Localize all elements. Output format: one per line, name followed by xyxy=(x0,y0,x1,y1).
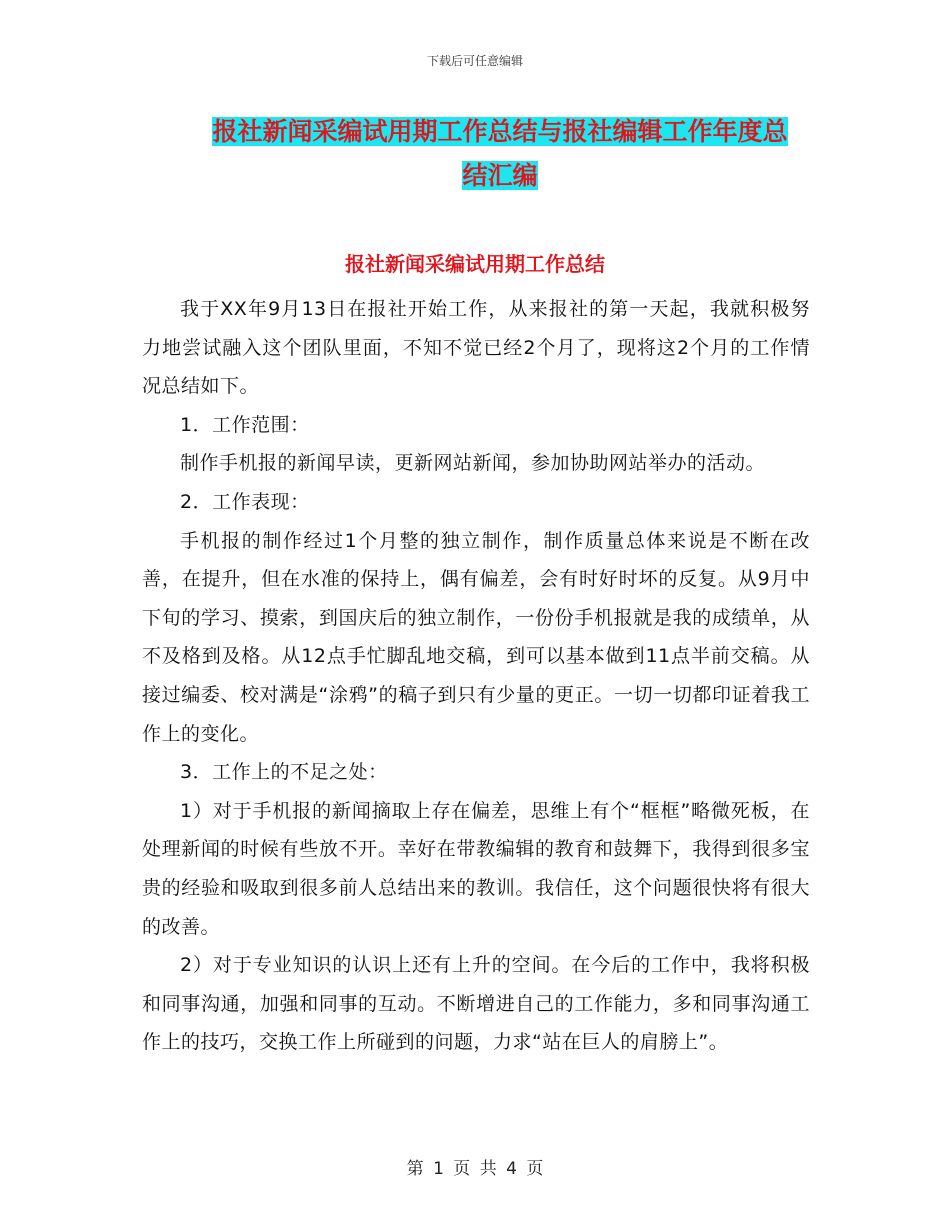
paragraph-work-scope: 制作手机报的新闻早读，更新网站新闻，参加协助网站举办的活动。 xyxy=(180,452,766,475)
page-number: 第 1 页 共 4 页 xyxy=(406,1159,544,1179)
document-body xyxy=(142,290,810,1062)
document-title-line-2: 结汇编 xyxy=(462,161,538,190)
paragraph-intro: 我于XX年9月13日在报社开始工作，从来报社的第一天起，我就积极努力地尝试融入这个团队里面，不知不觉已经2个月了，现将这2个月的工作情况总结如下。 xyxy=(142,298,810,398)
paragraph-work-performance: 手机报的制作经过1个月整的独立制作，制作质量总体来说是不断在改善，在提升，但在水准的保持上，偶有偏差，会有时好时坏的反复。从9月中下旬的学习、摸索，到国庆后的独立制作，一份份手机报就是我的成绩单，从不及格到及格。从12点手忙脚乱地交稿，到可以基本做到11点半前交稿。从接过编委、校对满是“涂鸦”的稿子到只有少量的更正。一切一切都印证着我工作上的变化。 xyxy=(142,529,810,745)
document-title xyxy=(140,110,860,198)
page-header-note: 下载后可任意编辑 xyxy=(426,54,523,68)
heading-shortcomings: 3．工作上的不足之处： xyxy=(180,761,388,784)
heading-work-scope: 1．工作范围： xyxy=(180,413,310,436)
document-title-line-1: 报社新闻采编试用期工作总结与报社编辑工作年度总 xyxy=(212,117,788,146)
paragraph-shortcoming-1: 1）对于手机报的新闻摘取上存在偏差，思维上有个“框框”略微死板，在处理新闻的时候有些放不开。幸好在带教编辑的教育和鼓舞下，我得到很多宝贵的经验和吸取到很多前人总结出来的教训。我信任，这个问题很快将有很大的改善。 xyxy=(142,799,810,938)
section-title: 报社新闻采编试用期工作总结 xyxy=(345,252,605,276)
heading-work-performance: 2．工作表现： xyxy=(180,490,310,513)
paragraph-shortcoming-2: 2）对于专业知识的认识上还有上升的空间。在今后的工作中，我将积极和同事沟通，加强和同事的互动。不断增进自己的工作能力，多和同事沟通工作上的技巧，交换工作上所碰到的问题，力求“站在巨人的肩膀上”。 xyxy=(142,954,810,1054)
